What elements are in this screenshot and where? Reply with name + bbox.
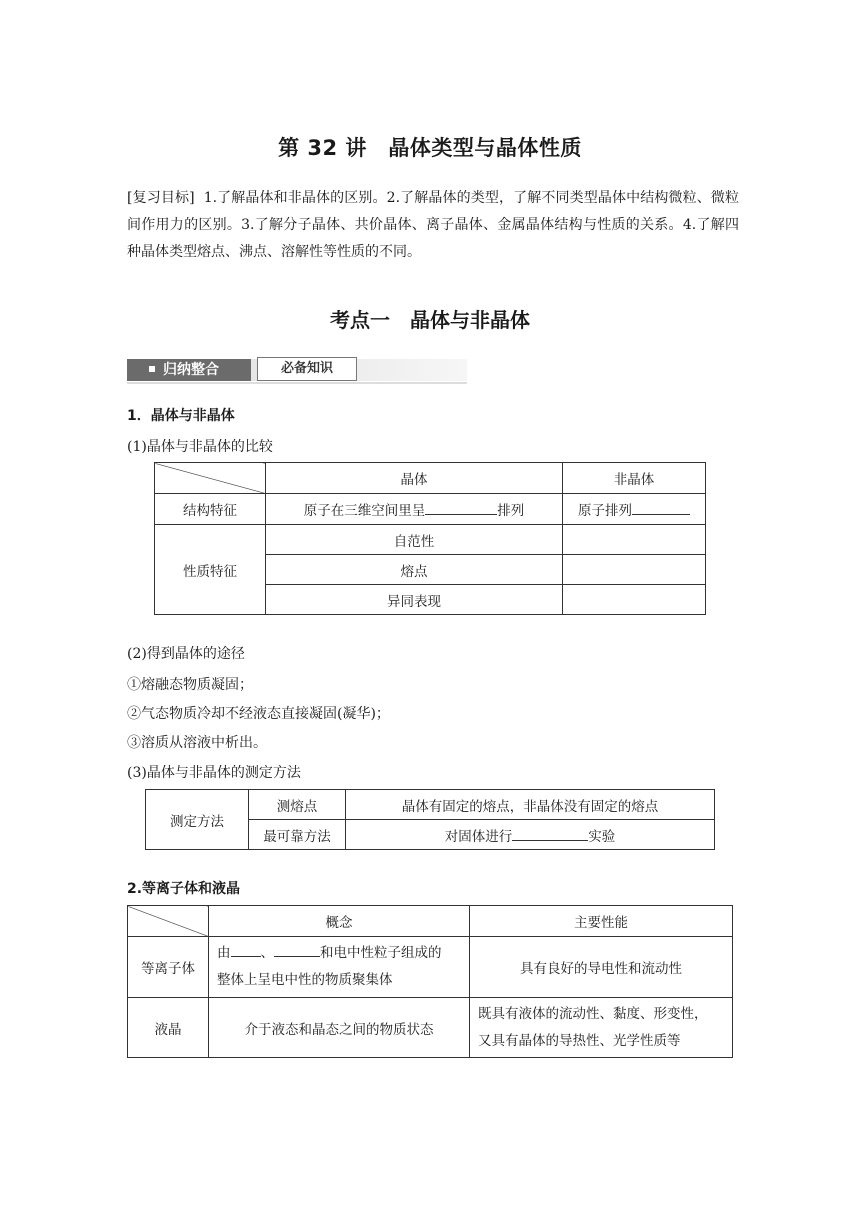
way-item-2: ②气态物质冷却不经液态直接凝固(凝华)； xyxy=(127,706,390,722)
liquid-crystal-performance xyxy=(470,998,733,1058)
liquid-crystal-concept: 介于液态和晶态之间的物质状态 xyxy=(209,998,470,1058)
structure-amorphous-text: 原子排列 xyxy=(578,503,632,519)
plasma-concept-text-2: 和电中性粒子组成的 xyxy=(320,945,442,961)
way-item-1: ①熔融态物质凝固； xyxy=(127,677,253,693)
goals-label: [复习目标] xyxy=(127,190,195,206)
diag-header-cell xyxy=(128,906,209,937)
plasma-concept-sep: 、 xyxy=(260,945,274,961)
answer-cell[interactable] xyxy=(563,585,706,615)
header-amorphous: 非晶体 xyxy=(563,463,706,494)
part2-heading: 2.等离子体和液晶 xyxy=(127,881,241,897)
method-melting-desc: 晶体有固定的熔点，非晶体没有固定的熔点 xyxy=(346,790,715,820)
banner-divider xyxy=(127,382,467,384)
part1-sub1: (1)晶体与非晶体的比较 xyxy=(127,439,273,455)
lc-perf-line-1: 既具有液体的流动性、黏度、形变性， xyxy=(478,1005,708,1022)
test-method-table xyxy=(145,789,715,850)
lc-perf-line-2: 又具有晶体的导热性、光学性质等 xyxy=(478,1032,681,1049)
review-goals xyxy=(127,185,739,266)
row-structure-label: 结构特征 xyxy=(155,494,266,525)
method-reliable: 最可靠方法 xyxy=(249,820,346,850)
square-icon xyxy=(149,366,155,372)
answer-cell[interactable] xyxy=(563,525,706,555)
row-property-label: 性质特征 xyxy=(155,525,266,615)
banner-knowledge: 必备知识 xyxy=(257,357,357,381)
method-reliable-desc xyxy=(346,820,715,850)
diag-header-cell xyxy=(155,463,266,494)
banner-summary xyxy=(127,359,251,381)
fill-blank[interactable] xyxy=(231,942,261,957)
structure-crystal-text-end: 排列 xyxy=(497,503,525,519)
lesson-title: 第 32 讲 晶体类型与晶体性质 xyxy=(278,136,582,160)
header-concept: 概念 xyxy=(209,906,470,937)
plasma-concept-text-3: 整体上呈电中性的物质聚集体 xyxy=(217,972,393,988)
reliable-desc-text: 对固体进行 xyxy=(444,828,513,845)
banner-summary-label: 归纳整合 xyxy=(163,362,219,378)
reliable-desc-text-end: 实验 xyxy=(588,828,616,845)
crystal-comparison-table xyxy=(154,462,706,615)
structure-crystal-cell xyxy=(266,494,563,525)
fill-blank[interactable] xyxy=(512,826,588,841)
goals-text: 1.了解晶体和非晶体的区别。2.了解晶体的类型，了解不同类型晶体中结构微粒、微粒间作用力的区别。3.了解分子晶体、共价晶体、离子晶体、金属晶体结构与性质的关系。4.了解四种晶体类型熔点、沸点、溶解性等性质的不同。 xyxy=(127,190,739,260)
property-self-shaping: 自范性 xyxy=(266,525,563,555)
part1-heading: 1．晶体与非晶体 xyxy=(127,408,235,424)
plasma-liquid-crystal-table xyxy=(127,905,733,1058)
fill-blank[interactable] xyxy=(632,500,690,515)
part1-sub3: (3)晶体与非晶体的测定方法 xyxy=(127,765,301,781)
property-melting-point: 熔点 xyxy=(266,555,563,585)
answer-cell[interactable] xyxy=(563,555,706,585)
plasma-performance: 具有良好的导电性和流动性 xyxy=(470,937,733,998)
liquid-crystal-label: 液晶 xyxy=(128,998,209,1058)
structure-crystal-text: 原子在三维空间里呈 xyxy=(303,503,426,519)
fill-blank[interactable] xyxy=(274,942,320,957)
section-banner xyxy=(127,357,467,383)
plasma-label: 等离子体 xyxy=(128,937,209,998)
plasma-concept xyxy=(209,937,470,998)
section-title: 考点一 晶体与非晶体 xyxy=(330,308,530,332)
structure-amorphous-cell xyxy=(563,494,706,525)
part1-sub2: (2)得到晶体的途径 xyxy=(127,646,245,662)
plasma-concept-text: 由 xyxy=(217,945,231,961)
way-item-3: ③溶质从溶液中析出。 xyxy=(127,735,267,751)
test-method-label: 测定方法 xyxy=(146,790,249,850)
property-anisotropy: 异同表现 xyxy=(266,585,563,615)
method-melting: 测熔点 xyxy=(249,790,346,820)
header-crystal: 晶体 xyxy=(266,463,563,494)
header-performance: 主要性能 xyxy=(470,906,733,937)
fill-blank[interactable] xyxy=(425,500,497,515)
